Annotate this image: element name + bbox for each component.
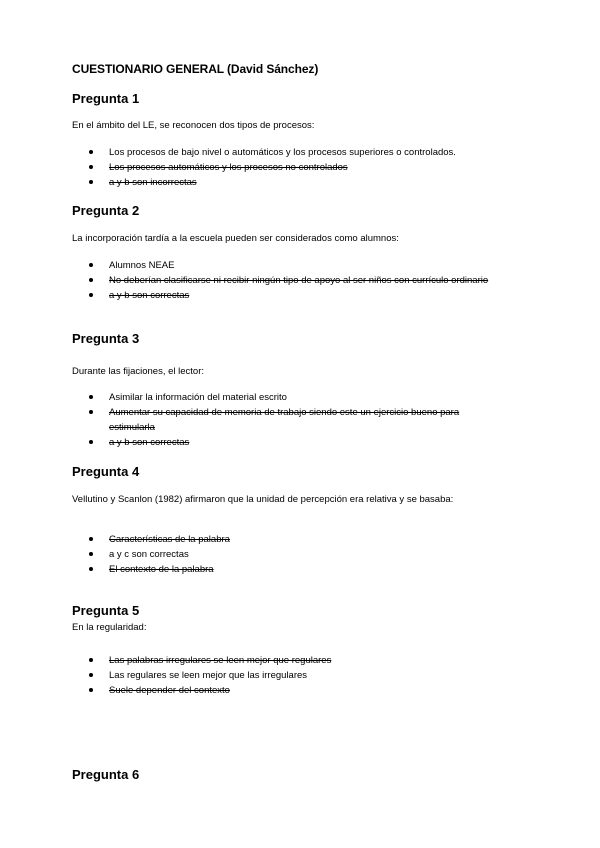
bullet-icon [89,440,93,444]
answer-option [72,175,497,190]
question-2 [72,203,532,303]
answer-text: a y b son correctas [109,290,190,301]
question-text: La incorporación tardía a la escuela pueden ser considerados como alumnos: [72,233,399,244]
question-1 [72,91,532,190]
answer-option [72,258,497,273]
answer-text: Las regulares se leen mejor que las irregulares [109,670,308,681]
bullet-icon [89,567,93,571]
answer-list [72,532,532,577]
answer-option [72,145,497,160]
question-heading: Pregunta 2 [72,203,140,218]
bullet-icon [89,293,93,297]
bullet-icon [89,552,93,556]
question-text: En el ámbito del LE, se reconocen dos tipos de procesos: [72,120,315,131]
answer-text: a y b son correctas [109,437,190,448]
question-4 [72,464,532,577]
answer-text: Los procesos automáticos y los procesos no controlados [109,162,348,173]
question-heading: Pregunta 5 [72,603,140,618]
answer-option [72,532,497,547]
answer-text: Asimilar la información del material escrito [109,392,287,403]
answer-option [72,547,497,562]
answer-option [72,390,497,405]
bullet-icon [89,150,93,154]
bullet-icon [89,537,93,541]
question-3 [72,331,532,450]
bullet-icon [89,410,93,414]
answer-text: El contexto de la palabra [109,564,214,575]
answer-text: No deberían clasificarse ni recibir ningún tipo de apoyo al ser niños con currículo ordinario [109,275,489,286]
answer-option [72,435,497,450]
answer-option [72,562,497,577]
answer-text: Suele depender del contexto [109,685,230,696]
bullet-icon [89,395,93,399]
question-text: Vellutino y Scanlon (1982) afirmaron que la unidad de percepción era relativa y se basaba: [72,494,454,505]
question-text: En la regularidad: [72,622,147,633]
answer-text: a y c son correctas [109,549,189,560]
answer-list [72,145,532,190]
document-title: CUESTIONARIO GENERAL (David Sánchez) [72,62,319,76]
bullet-icon [89,673,93,677]
answer-option [72,160,497,175]
answer-option [72,288,497,303]
answer-option [72,683,497,698]
answer-option [72,273,497,288]
question-heading: Pregunta 3 [72,331,140,346]
question-heading: Pregunta 4 [72,464,140,479]
question-6 [72,767,532,783]
answer-text: Alumnos NEAE [109,260,175,271]
answer-option [72,668,497,683]
bullet-icon [89,278,93,282]
bullet-icon [89,688,93,692]
answer-text: Las palabras irregulares se leen mejor que regulares [109,655,332,666]
question-heading: Pregunta 6 [72,767,140,782]
bullet-icon [89,658,93,662]
answer-list [72,653,532,698]
bullet-icon [89,263,93,267]
question-heading: Pregunta 1 [72,91,140,106]
question-text: Durante las fijaciones, el lector: [72,366,205,377]
answer-list [72,258,532,303]
answer-list [72,390,532,450]
answer-option [72,653,497,668]
bullet-icon [89,180,93,184]
question-5 [72,603,532,698]
answer-text: Características de la palabra [109,534,230,545]
bullet-icon [89,165,93,169]
answer-text: Los procesos de bajo nivel o automáticos y los procesos superiores o controlados. [109,147,456,158]
answer-text: Aumentar su capacidad de memoria de trabajo siendo este un ejercicio bueno para estimularla [109,407,460,433]
answer-option [72,405,497,435]
answer-text: a y b son incorrectas [109,177,197,188]
